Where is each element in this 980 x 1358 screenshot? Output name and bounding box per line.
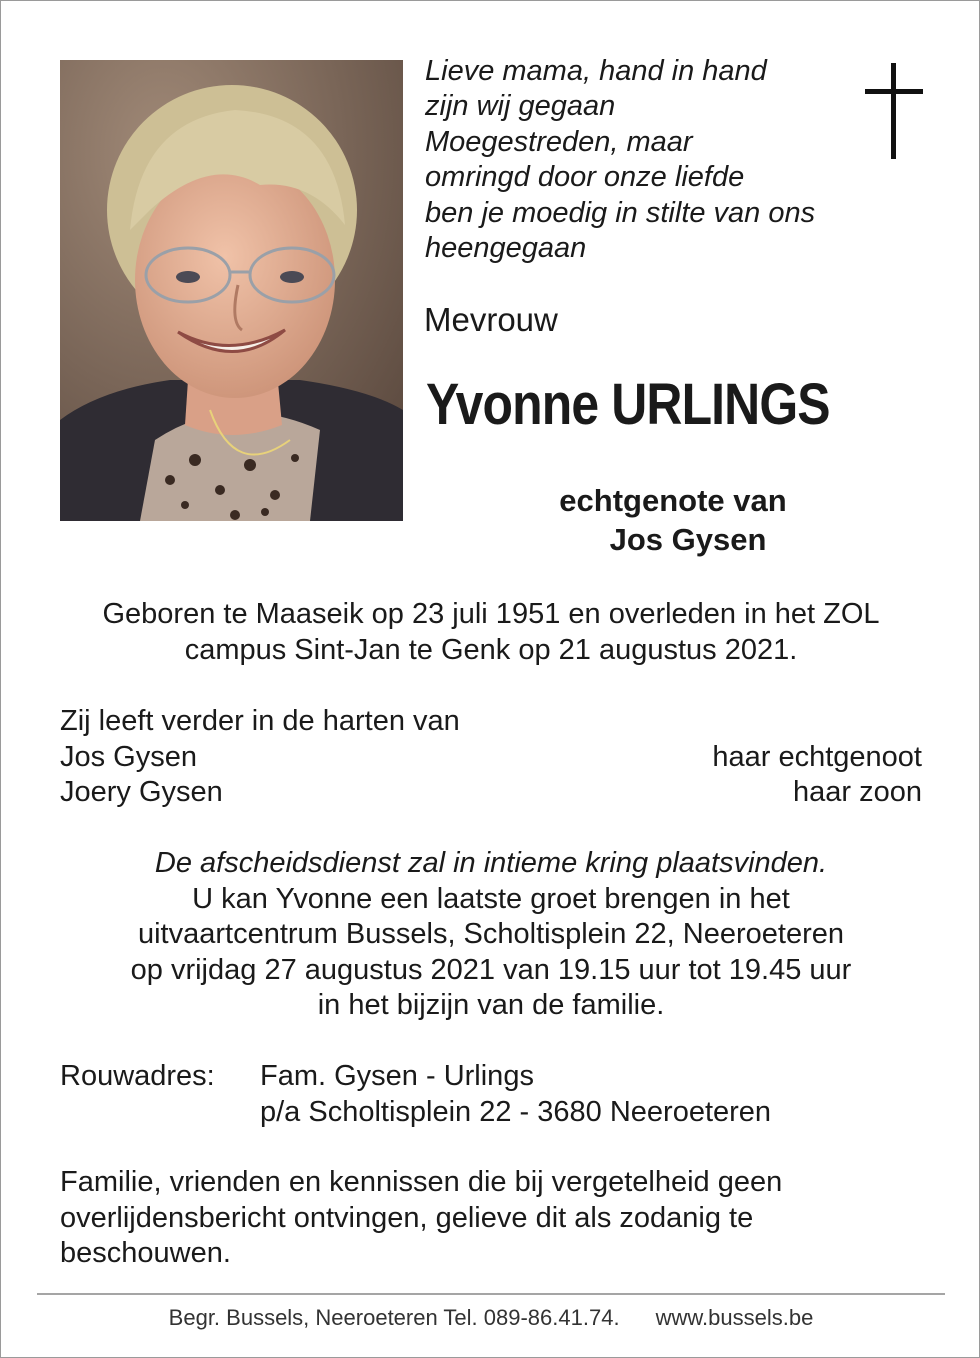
spouse-block: [425, 481, 921, 559]
footer: [41, 1305, 941, 1331]
footer-website-link[interactable]: www.bussels.be: [655, 1305, 814, 1330]
service-line: op vrijdag 27 augustus 2021 van 19.15 uur tot 19.45 uur: [130, 953, 852, 986]
notice-line: beschouwen.: [60, 1237, 231, 1269]
birth-line: Geboren te Maaseik op 23 juli 1951 en overleden in het ZOL: [102, 598, 880, 630]
poem-line: heengegaan: [425, 232, 587, 265]
poem-line: omringd door onze liefde: [425, 161, 745, 194]
survivor-relation: haar zoon: [793, 776, 922, 808]
spouse-label: echtgenote van: [559, 483, 787, 518]
notice-line: Familie, vrienden en kennissen die bij vergetelheid geen: [60, 1166, 783, 1198]
birth-death-info: [41, 596, 941, 668]
portrait-photo: [60, 60, 403, 521]
service-line: U kan Yvonne een laatste groet brengen in het: [192, 882, 790, 915]
survivor-relation: haar echtgenoot: [712, 740, 922, 773]
survivor-row: [60, 775, 922, 811]
address-label: Rouwadres:: [60, 1060, 215, 1092]
service-line: in het bijzijn van de familie.: [317, 989, 665, 1021]
portrait-illustration: [60, 60, 403, 521]
service-line: uitvaartcentrum Bussels, Scholtisplein 22, Neeroeteren: [137, 918, 845, 950]
footer-company: Begr. Bussels, Neeroeteren Tel. 089-86.41.74.: [168, 1305, 620, 1330]
birth-line: campus Sint-Jan te Genk op 21 augustus 2021.: [184, 634, 798, 666]
poem: [425, 54, 855, 266]
deceased-name: Yvonne URLINGS: [426, 372, 830, 437]
notice-line: overlijdensbericht ontvingen, gelieve dit als zodanig te: [60, 1201, 754, 1234]
honorific: Mevrouw: [424, 301, 558, 338]
address-line: p/a Scholtisplein 22 - 3680 Neeroeteren: [260, 1095, 772, 1128]
poem-line: ben je moedig in stilte van ons: [425, 196, 816, 229]
survivor-name: Joery Gysen: [60, 776, 223, 808]
cross-icon: [865, 63, 923, 159]
address-line: Fam. Gysen - Urlings: [260, 1060, 534, 1092]
survivors-list: [60, 704, 922, 811]
poem-line: zijn wij gegaan: [425, 90, 616, 123]
service-line: De afscheidsdienst zal in intieme kring plaatsvinden.: [154, 847, 828, 879]
survivor-row: [60, 740, 922, 776]
poem-line: Lieve mama, hand in hand: [425, 55, 767, 87]
notice-text: [60, 1165, 940, 1272]
address-value: [260, 1059, 771, 1130]
survivors-intro: Zij leeft verder in de harten van: [60, 705, 460, 737]
service-info: [41, 846, 941, 1024]
survivor-name: Jos Gysen: [60, 740, 197, 773]
footer-divider: [37, 1293, 945, 1295]
spouse-name: Jos Gysen: [609, 522, 767, 557]
poem-line: Moegestreden, maar: [425, 125, 693, 158]
